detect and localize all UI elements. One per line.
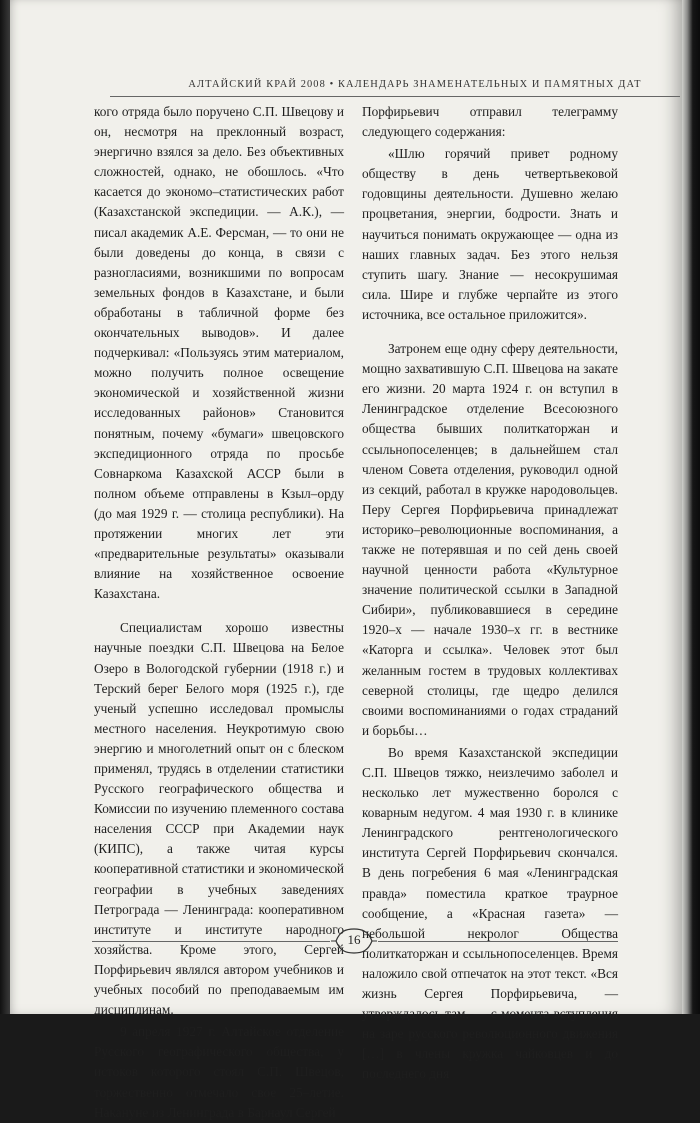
paragraph: Специалистам хорошо известны научные поездки С.П. Швецова на Белое Озеро в Вологодской губернии (1918 г.) и Терский берег Белого моря (1925 г.), где ученый успешно исследовал промыслы местного населения. Неукротимую свою энергию и многолетний опыт он с блеском применял, трудясь в отделении статистики Русского географического общества и Комиссии по изучению племенного состава населения СССР при Академии наук (КИПС), а также читая курсы кооперативной статистики и экономической географии в учебных заведениях Петрограда — Ленинграда: кооперативном институте и институте народного хозяйства. Кроме этого, Сергей Порфирьевич являлся автором учебников и учебных пособий по преподаваемым им дисциплинам. xyxy=(94,620,344,1018)
scan-right-edge xyxy=(682,0,700,1014)
paragraph: Во время Казахстанской экспедиции С.П. Швецов тяжко, неизлечимо заболел и несколько лет мужественно боролся с коварным недугом. 4 мая 1930 г. в клинике Ленинградского рентгенологического института Сергей Порфирьевич скончался. В день погребения 6 мая «Ленинградская правда» поместила краткое траурное сообщение, а «Красная газета» — небольшой некролог Общества политкаторжан и ссыльнопоселенцев. Время наложило свой отпечаток на этот текст. «Вся жизнь Сергея Порфирьевича, — утверждалось там, — с момента вступления на заре русского революционного движения […] в члены кружка чайковцев и до последнего дня xyxy=(362,744,618,1082)
left-text-column xyxy=(94,102,344,1123)
paragraph: кого отряда было поручено С.П. Швецову и он, несмотря на преклонный возраст, энергично взялся за дело. Без объективных сложностей, однако, не обошлось. «Что касается до экономо–статистических работ (Казахстанской экспедиции. — А.К.), — писал академик А.Е. Ферсман, — то они не были доведены до конца, в связи с разногласиями, возникшими по вопросам земельных фондов в Казахстане, и были обработаны в табличной форме без окончательных выводов». И далее подчеркивал: «Пользуясь этим материалом, можно получить полное освещение экономической и хозяйственной жизни исследованных районов» Становится понятным, почему «бумаги» швецовского экспедиционного отряда по просьбе Совнаркома Казахской АССР были в полном объеме отправлены в Кзыл–орду (до мая 1929 г. — столица республики). На протяжении многих лет эти «предварительные результаты» оказывали влияние на хозяйственное освоение Казахстана. xyxy=(94,104,344,602)
paragraph: Затронем еще одну сферу деятельности, мощно захватившую С.П. Швецова на закате его жизни. 20 марта 1924 г. он вступил в Ленинградское отделение Всесоюзного общества бывших политкаторжан и ссыльнопоселенцев; в дальнейшем стал членом Совета отделения, руководил одной из секций, работал в кружке народовольцев. Перу Сергея Порфирьевича принадлежат историко–революционные воспоминания, а также не потерявшая и по сей день своей научной ценности работа «Культурное значение политической ссылки в Западной Сибири», публиковавшиеся в середине 1920–х — начале 1930–х гг. в вестнике «Каторга и ссылка». Человек этот был желанным гостем в трудовых коллективах северной столицы, где щедро делился своими воспоминаниями о годах страданий и борьбы… xyxy=(362,341,618,738)
running-title: АЛТАЙСКИЙ КРАЙ 2008 • КАЛЕНДАРЬ ЗНАМЕНАТЕЛЬНЫХ И ПАМЯТНЫХ ДАТ xyxy=(188,79,642,90)
running-header xyxy=(100,30,680,92)
paragraph: Порфирьевич отправил телеграмму следующего содержания: xyxy=(362,104,618,140)
quote-paragraph: «Шлю горячий привет родному обществу в день четвертьвековой годовщины деятельности. Душевно желаю процветания, энергии, бодрости. Знать и научиться понимать окружающее — одна из наших главных задач. Без этого нельзя ступить шагу. Знание — несокрушимая сила. Шире и глубже черпайте из этого источника, все остальное приложится». xyxy=(362,146,618,322)
footer-rule-right xyxy=(378,941,618,942)
footer-rule-left xyxy=(92,941,330,942)
scan-left-edge xyxy=(0,0,10,1014)
paragraph: 9 апреля 1927 г. Алтайское отделение Русского географического общества, у истоков которого стоял С.П. Швецов, торжественно отмечало свое 25–летие. Накануне из Ленинграда в Барнаул Сергей xyxy=(94,1024,344,1120)
right-text-column xyxy=(362,102,618,1085)
page-number-badge xyxy=(330,927,378,955)
page-number: 16 xyxy=(347,932,361,947)
header-rule xyxy=(110,96,680,97)
